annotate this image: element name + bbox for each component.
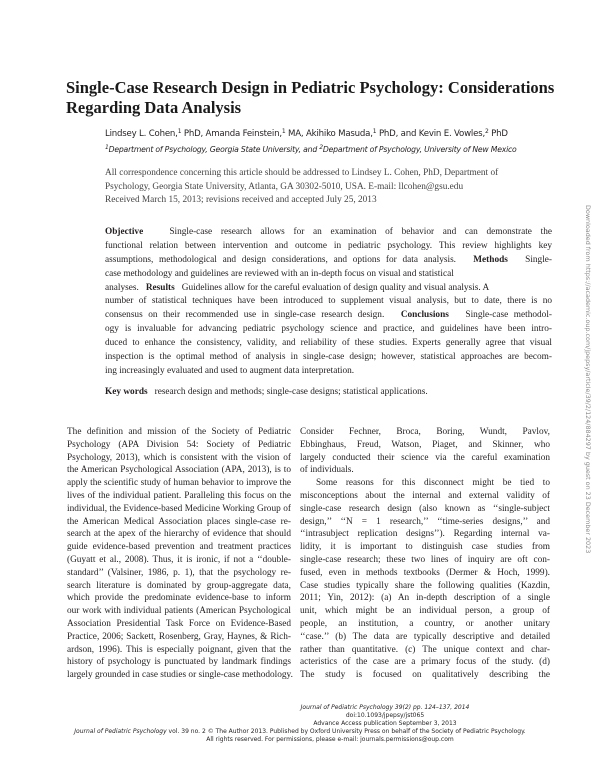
body-text-line: The study is focused on qualitatively describing the	[300, 670, 550, 681]
body-text-line: the American Medical Association places single-case re-	[67, 516, 291, 527]
body-text-line: which provide the predominate evidence-base to inform	[67, 593, 291, 604]
copyright: Journal of Pediatric Psychology vol. 39 no. 2 © The Author 2013. Published by Oxford University Press on behalf of the Society of Pediatric Psychology.	[74, 728, 526, 735]
received-dates: Received March 15, 2013; revisions received and accepted July 25, 2013	[105, 195, 377, 205]
body-text-line: fused, even in methods textbooks (Dermer & Hoch, 1999).	[300, 567, 550, 578]
body-text-line: apply the scientific study of human behavior to improve the	[67, 478, 291, 489]
body-text-line: of individuals.	[300, 465, 354, 476]
advance-access: Advance Access publication September 3, 2013	[313, 720, 457, 727]
keywords: Key words research design and methods; single-case designs; statistical applications.	[105, 387, 428, 397]
journal-citation: Journal of Pediatric Psychology 39(2) pp. 124–137, 2014	[300, 704, 470, 711]
conclusions-label: Conclusions	[400, 310, 449, 321]
body-text-line: ‘‘case.’’ (b) The data are typically descriptive and detailed	[300, 631, 550, 642]
body-text-line: ‘‘intrasubject replication designs’’). Regarding internal va-	[300, 529, 550, 540]
body-text-line: the American Psychological Association (APA, 2013), is to	[67, 465, 291, 476]
article-title	[66, 78, 556, 118]
body-text-line: individual, the Evidence-based Medicine Working Group of	[67, 503, 291, 514]
download-note: Downloaded from https://academic.oup.com/jpepsy/article/39/2/124/884297 by guest on 23 December 2023	[584, 205, 592, 554]
body-text-line: misconceptions about the internal and external validity of	[300, 490, 550, 501]
body-text-line: rather than quantitative. (c) The unique context and char-	[300, 644, 550, 655]
results-label: Results	[145, 282, 175, 293]
body-text-line: standard’’ (Valsiner, 1986, p. 1), that the psychology re-	[67, 567, 291, 578]
body-text-line: search literature is dominated by group-aggregate data,	[67, 580, 291, 591]
doi: doi:10.1093/jpepsy/jst065	[345, 712, 425, 719]
abstract: Objective Single-case research allows for an examination of behavior and can demonstrate the functional relation between intervention and outcome in pediatric psychology. This review highlights key assumptions, methodological and design considerations, and options for data analysis. Methods Single- case methodology and guidelines are reviewed with an in-depth focus on visual and statistical analyses. Results Guidelines allow for the careful evaluation of design quality and visual analysis. A number of statistical techniques have been introduced to supplement visual analysis, but to date, there is no consensus on their recommended use in single-case research design. Conclusions Single-case methodol- ogy is invaluable for advancing pediatric psychology science and practice, and guidelines have been intro- duced to enhance the consistency, validity, and reliability of these studies. Experts generally agree that visual inspection is the optimal method of analysis in single-case design; however, statistical approaches are becom- ing increasingly evaluated and used to augment data interpretation.	[105, 227, 553, 376]
body-text-line: Consider Fechner, Broca, Boring, Wundt, Pavlov,	[300, 427, 550, 437]
body-right-column	[300, 426, 550, 682]
title-line: Single-Case Research Design in Pediatric Psychology: Considerations	[66, 78, 555, 97]
body-text-line: The definition and mission of the Society of Pediatric	[67, 427, 291, 437]
correspondence-line: Psychology, Georgia State University, Atlanta, GA 30302-5010, USA. E-mail: llcohen@gsu.edu	[105, 182, 464, 192]
title-line: Regarding Data Analysis	[66, 98, 242, 117]
correspondence-line: All correspondence concerning this article should be addressed to Lindsey L. Cohen, PhD, Department of	[105, 168, 499, 178]
body-text-line: guide evidence-based prevention and treatment practices	[67, 542, 291, 553]
methods-label: Methods	[473, 254, 508, 265]
body-text-line: largely conducted their science via the careful examination	[300, 452, 550, 463]
author-list: Lindsey L. Cohen,$^1$ PhD, Amanda Feinstein,$^1$ MA, Akihiko Masuda,$^1$ PhD, and Kevin E. Vowles,$^2$ PhD	[105, 128, 508, 139]
body-text-line: Case studies typically share the following qualities (Kazdin,	[300, 580, 550, 591]
body-text-line: Association Presidential Task Force on Evidence-Based	[67, 618, 291, 629]
body-text-line: unit, which might be an individual person, a group of	[300, 606, 550, 617]
body-text-line: people, an institution, a country, or another unitary	[300, 618, 550, 629]
body-text-line: our work with individual patients (American Psychological	[67, 606, 291, 617]
body-text-line: lidity, it is important to distinguish case studies from	[300, 542, 550, 553]
body-text-line: search at the apex of the hierarchy of evidence that should	[67, 529, 291, 540]
body-text-line: single-case research; these two lines of inquiry are oft con-	[300, 554, 550, 565]
body-text-line: Psychology (APA Division 54: Society of Pediatric	[67, 439, 291, 450]
body-text-line: Ebbinghaus, Freud, Watson, Piaget, and Skinner, who	[300, 439, 550, 450]
footer	[0, 704, 600, 744]
body-text-line: ardson, 1996). This is especially poignant, given that the	[67, 644, 291, 655]
rights: All rights reserved. For permissions, please e-mail: journals.permissions@oup.com	[206, 736, 454, 743]
body-text-line: 2011; Yin, 2012): (a) An in-depth description of a single	[300, 593, 550, 604]
correspondence	[105, 166, 565, 194]
body-text-line: design,’’ ‘‘N = 1 research,’’ ‘‘time-series designs,’’ and	[300, 516, 550, 527]
body-text-line: lives of the individual patient. Paralleling this focus on the	[67, 490, 291, 501]
body-text-line: acteristics of the case are a primary focus of the study. (d)	[300, 657, 550, 668]
body-text-line: Practice, 2006; Sackett, Rosenberg, Gray, Haynes, & Rich-	[67, 631, 291, 642]
body-text-line: largely grounded in case studies or single-case methodology.	[67, 670, 293, 681]
body-text-line: Some reasons for this disconnect might be tied to	[316, 478, 550, 489]
body-text-line: history of psychology is punctuated by landmark findings	[67, 657, 291, 668]
affiliations: $^1$Department of Psychology, Georgia State University, and $^2$Department of Psychology, University of New Mexico	[105, 144, 517, 154]
body-text-line: (Guyatt et al., 2008). Thus, it is ironic, if not a ‘‘double-	[67, 554, 291, 565]
objective-label: Objective	[105, 227, 144, 237]
body-text-line: single-case research design (also known as ‘‘single-subject	[300, 503, 550, 514]
body-text-line: Psychology, 2013), which is consistent with the vision of	[67, 452, 291, 463]
body-left-column	[67, 426, 291, 682]
